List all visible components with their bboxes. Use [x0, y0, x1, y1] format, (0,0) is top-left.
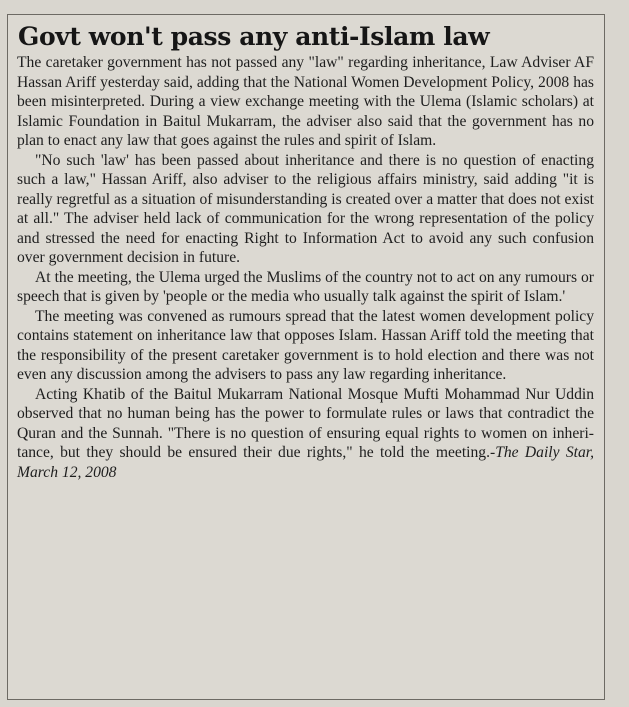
paragraph-5-text: Acting Khatib of the Baitul Mukarram National Mosque Mufti Mohammad Nur Uddin observed that no human being has the power to formulate rules or laws that contradict the Quran and the Sunnah. "There is no question of ensuring equal rights to women on inheritance, but they should be ensured their due rights," he told the meeting.-	[17, 385, 594, 461]
paragraph-1: The caretaker government has not passed any "law" regarding inheritance, Law Adviser AF Hassan Ariff yesterday said, adding that the National Women Development Policy, 2008 has been misinterpreted. During a view exchange meeting with the Ulema (Islamic scholars) at Islamic Foundation in Baitul Mukarram, the adviser also said that the government has no plan to enact any law that goes against the rules and spirit of Islam.	[17, 54, 594, 149]
paragraph-3: At the meeting, the Ulema urged the Muslims of the country not to act on any rumours or speech that is given by 'people or the media who usually talk against the spirit of Islam.'	[17, 268, 594, 305]
newspaper-clipping	[7, 14, 605, 700]
paragraph-5	[17, 385, 594, 483]
source-credit: The Daily Star, March 12, 2008	[17, 444, 595, 481]
paragraph-2: "No such 'law' has been passed about inheritance and there is no question of enacting such a law," Hassan Ariff, also adviser to the religious affairs ministry, said adding "it is really regretful as a situation of misunderstanding is created over a matter that does not exist at all." The adviser held lack of communication for the wrong representation of the policy and stressed the need for enacting Right to Information Act to avoid any such confusion over government decision in future.	[17, 151, 594, 266]
paragraph-4: The meeting was convened as rumours spread that the latest women development policy contains statement on inheritance law that opposes Islam. Hassan Ariff told the meeting that the responsibility of the present caretaker government is to hold election and there was not even any discussion among the advisers to pass any law regarding inheritance.	[17, 307, 594, 383]
headline: Govt won't pass any anti-Islam law	[18, 22, 490, 51]
article-body	[17, 53, 594, 482]
